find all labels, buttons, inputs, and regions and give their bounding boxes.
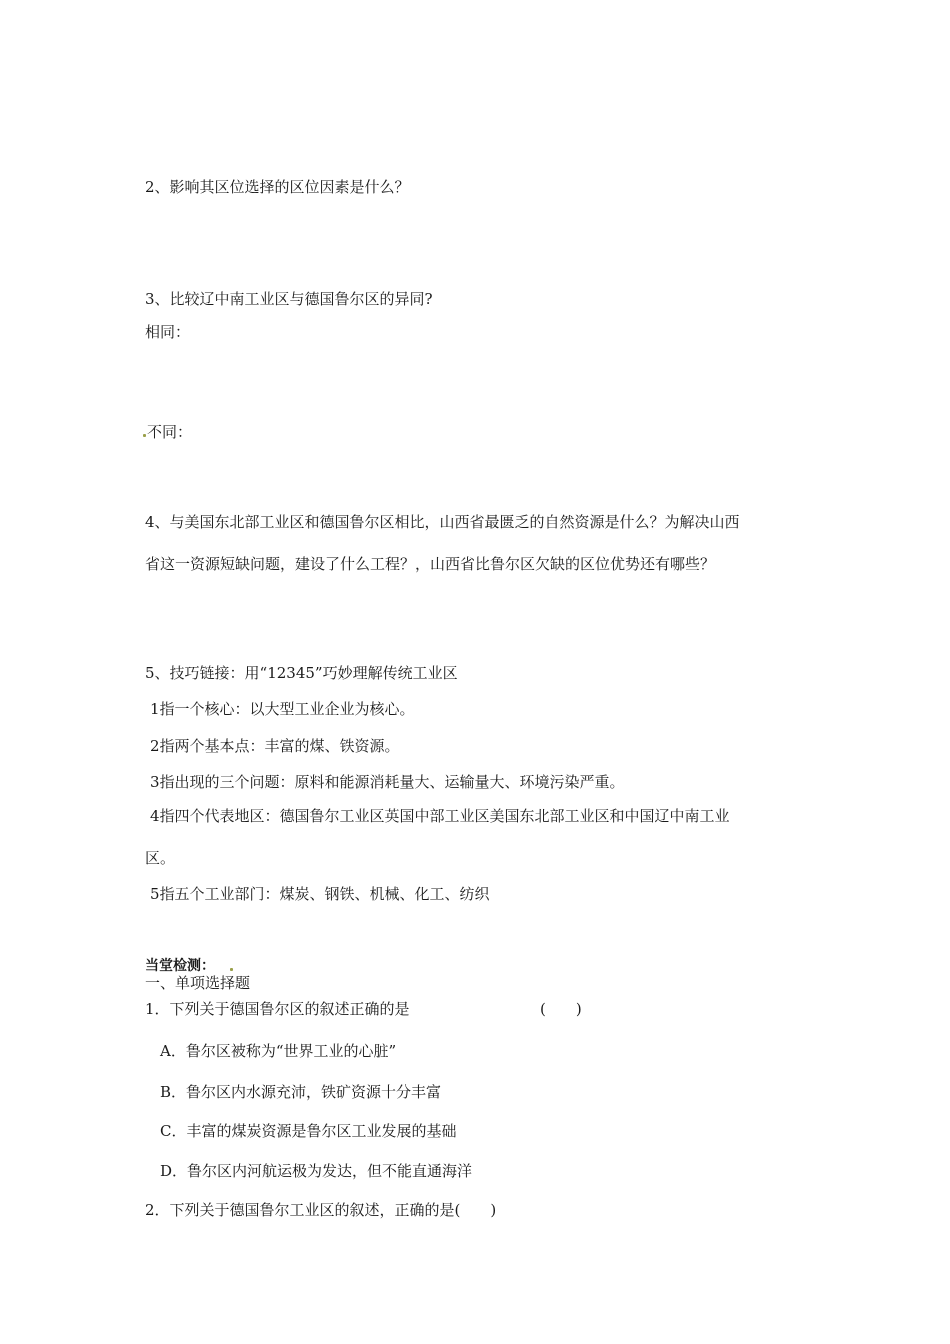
tips-title: 5、技巧链接：用“12345”巧妙理解传统工业区 (145, 664, 458, 682)
q1-answer-paren: ( ) (540, 1000, 582, 1018)
edit-mark (143, 434, 146, 437)
q1-option-c: C．丰富的煤炭资源是鲁尔区工业发展的基础 (160, 1122, 457, 1140)
question-4-line-1: 4、与美国东北部工业区和德国鲁尔区相比，山西省最匮乏的自然资源是什么？为解决山西 (145, 513, 740, 531)
q1-option-d: D．鲁尔区内河航运极为发达，但不能直通海洋 (160, 1162, 473, 1180)
same-label: 相同： (145, 323, 191, 341)
tip-item-1: 1指一个核心：以大型工业企业为核心。 (150, 700, 415, 718)
test-heading: 当堂检测： (145, 958, 215, 974)
q2-stem: 2．下列关于德国鲁尔工业区的叙述，正确的是( ) (145, 1201, 497, 1219)
q1-option-b: B．鲁尔区内水源充沛，铁矿资源十分丰富 (160, 1083, 442, 1101)
q1-stem: 1．下列关于德国鲁尔区的叙述正确的是 (145, 1000, 410, 1018)
edit-mark (230, 968, 233, 971)
question-3: 3、比较辽中南工业区与德国鲁尔区的异同? (145, 290, 433, 308)
question-4-line-2: 省这一资源短缺问题，建设了什么工程？，山西省比鲁尔区欠缺的区位优势还有哪些？ (145, 555, 716, 573)
question-2: 2、影响其区位选择的区位因素是什么？ (145, 178, 410, 196)
diff-label: 不同： (147, 423, 193, 441)
section-title: 一、单项选择题 (145, 974, 251, 992)
tip-item-5: 5指五个工业部门：煤炭、钢铁、机械、化工、纺织 (150, 885, 490, 903)
tip-item-3: 3指出现的三个问题：原料和能源消耗量大、运输量大、环境污染严重。 (150, 773, 625, 791)
q1-option-a: A．鲁尔区被称为“世界工业的心脏” (160, 1042, 397, 1060)
tip-item-2: 2指两个基本点：丰富的煤、铁资源。 (150, 737, 400, 755)
tip-item-4-cont: 区。 (145, 849, 176, 867)
tip-item-4: 4指四个代表地区：德国鲁尔工业区英国中部工业区美国东北部工业区和中国辽中南工业 (150, 807, 730, 825)
